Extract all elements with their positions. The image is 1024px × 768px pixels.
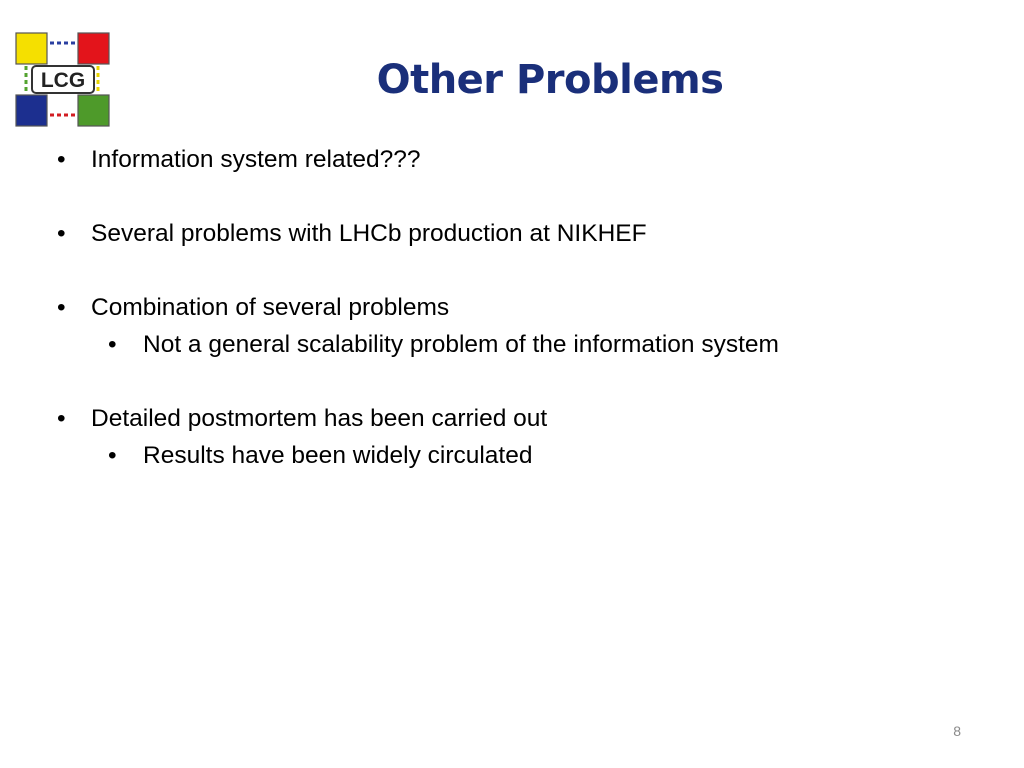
page-number: 8 <box>953 723 961 739</box>
bullet-dot: • <box>57 405 66 432</box>
lcg-logo-text: LCG <box>40 69 86 92</box>
bullet-text: Detailed postmortem has been carried out <box>91 405 548 432</box>
bullet-dot: • <box>57 220 66 247</box>
bullet-text: Combination of several problems <box>91 294 450 321</box>
bullet-text: Information system related??? <box>91 146 421 173</box>
bullet-dot: • <box>57 294 66 321</box>
slide-title: Other Problems <box>376 57 724 103</box>
bullet-text: Not a general scalability problem of the information system <box>143 331 779 358</box>
bullet-dot: • <box>57 146 66 173</box>
bullet-text: Results have been widely circulated <box>143 442 533 469</box>
bullet-text: Several problems with LHCb production at NIKHEF <box>91 220 647 247</box>
bullet-dot: • <box>108 331 117 358</box>
bullet-dot: • <box>108 442 117 469</box>
